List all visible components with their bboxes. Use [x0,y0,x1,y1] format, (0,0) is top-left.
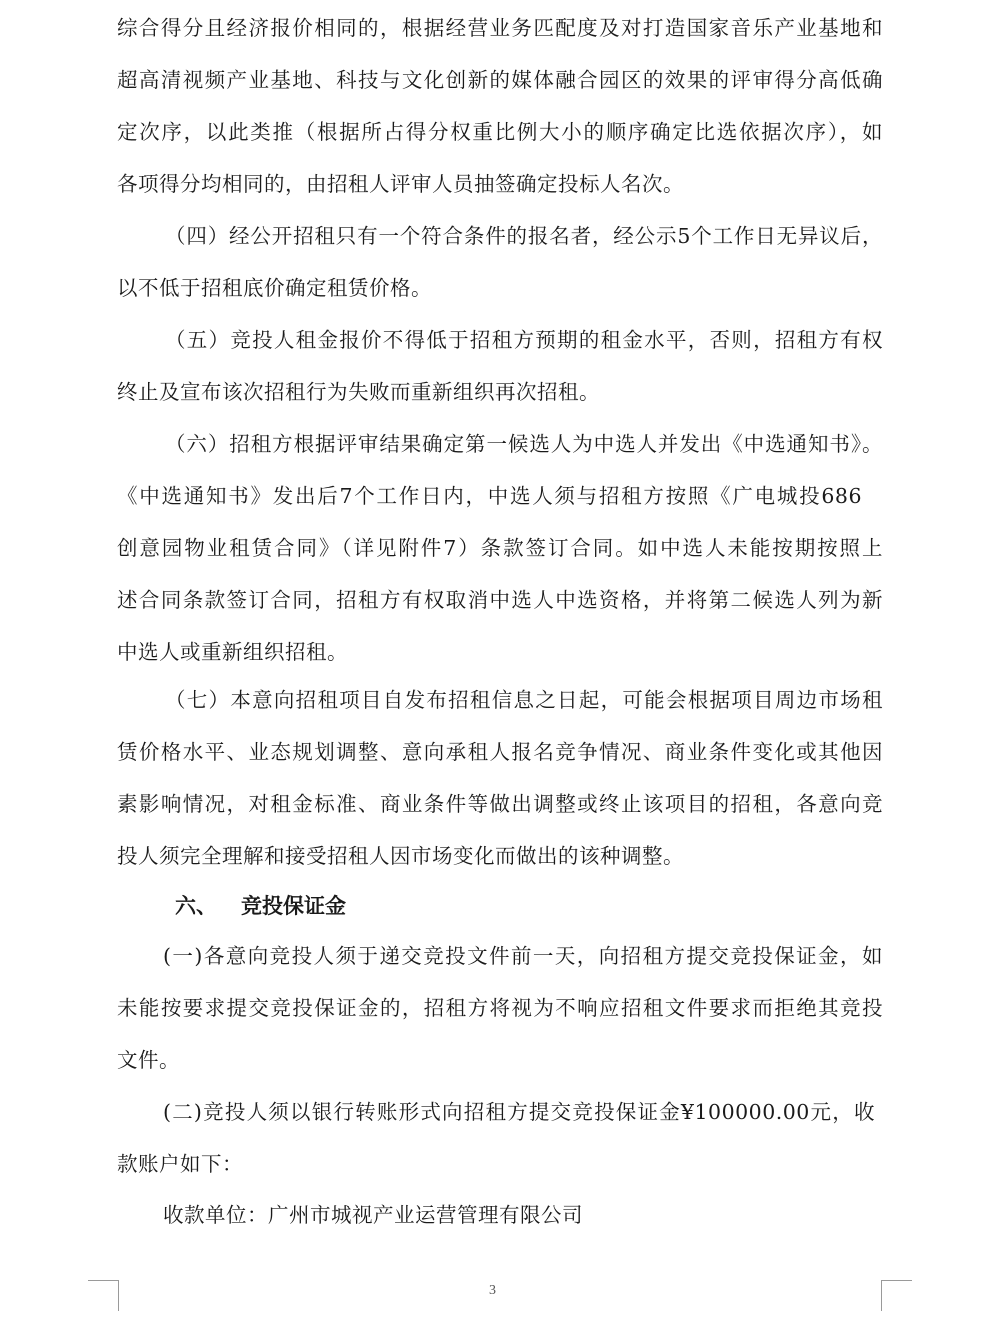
body-text-line: 未能按要求提交竞投保证金的，招租方将视为不响应招租文件要求而拒绝其竞投 [117,996,883,1020]
body-text-line: 以不低于招租底价确定租赁价格。 [117,276,432,300]
body-text-line: 综合得分且经济报价相同的，根据经营业务匹配度及对打造国家音乐产业基地和 [117,16,883,40]
body-text-line: 述合同条款签订合同，招租方有权取消中选人中选资格，并将第二候选人列为新 [117,588,883,612]
body-text-line: 定次序，以此类推（根据所占得分权重比例大小的顺序确定比选依据次序），如 [117,120,883,144]
body-text-line: 终止及宣布该次招租行为失败而重新组织再次招租。 [117,380,600,404]
payee-line: 收款单位：广州市城视产业运营管理有限公司 [163,1203,583,1227]
body-text-line: 创意园物业租赁合同》（详见附件7）条款签订合同。如中选人未能按期按照上 [117,536,883,560]
section-number: 六、 [175,894,217,918]
section-heading [175,892,346,920]
deposit-clause-one-start: (一)各意向竞投人须于递交竞投文件前一天，向招租方提交竞投保证金，如 [163,944,883,968]
body-text-line: 中选人或重新组织招租。 [117,640,348,664]
section-title: 竞投保证金 [241,894,346,918]
body-text-line: 各项得分均相同的，由招租人评审人员抽签确定投标人名次。 [117,172,684,196]
paragraph-six-start: （六）招租方根据评审结果确定第一候选人为中选人并发出《中选通知书》。 [165,432,883,456]
paragraph-four-start: （四）经公开招租只有一个符合条件的报名者，经公示5个工作日无异议后， [165,224,883,248]
page-number: 3 [489,1283,496,1298]
body-text-line: 素影响情况，对租金标准、商业条件等做出调整或终止该项目的招租，各意向竞 [117,792,883,816]
paragraph-five-start: （五）竞投人租金报价不得低于招租方预期的租金水平，否则，招租方有权 [165,328,883,352]
body-text-line: 投人须完全理解和接受招租人因市场变化而做出的该种调整。 [117,844,684,868]
paragraph-seven-start: （七）本意向招租项目自发布招租信息之日起，可能会根据项目周边市场租 [165,688,883,712]
body-text-line: 款账户如下： [117,1152,243,1176]
deposit-clause-two-start: (二)竞投人须以银行转账形式向招租方提交竞投保证金¥100000.00元，收 [163,1100,875,1124]
body-text-line: 赁价格水平、业态规划调整、意向承租人报名竞争情况、商业条件变化或其他因 [117,740,883,764]
body-text-line: 超高清视频产业基地、科技与文化创新的媒体融合园区的效果的评审得分高低确 [117,68,883,92]
body-text-line: 《中选通知书》发出后7个工作日内，中选人须与招租方按照《广电城投686 [117,484,862,508]
body-text-line: 文件。 [117,1048,180,1072]
